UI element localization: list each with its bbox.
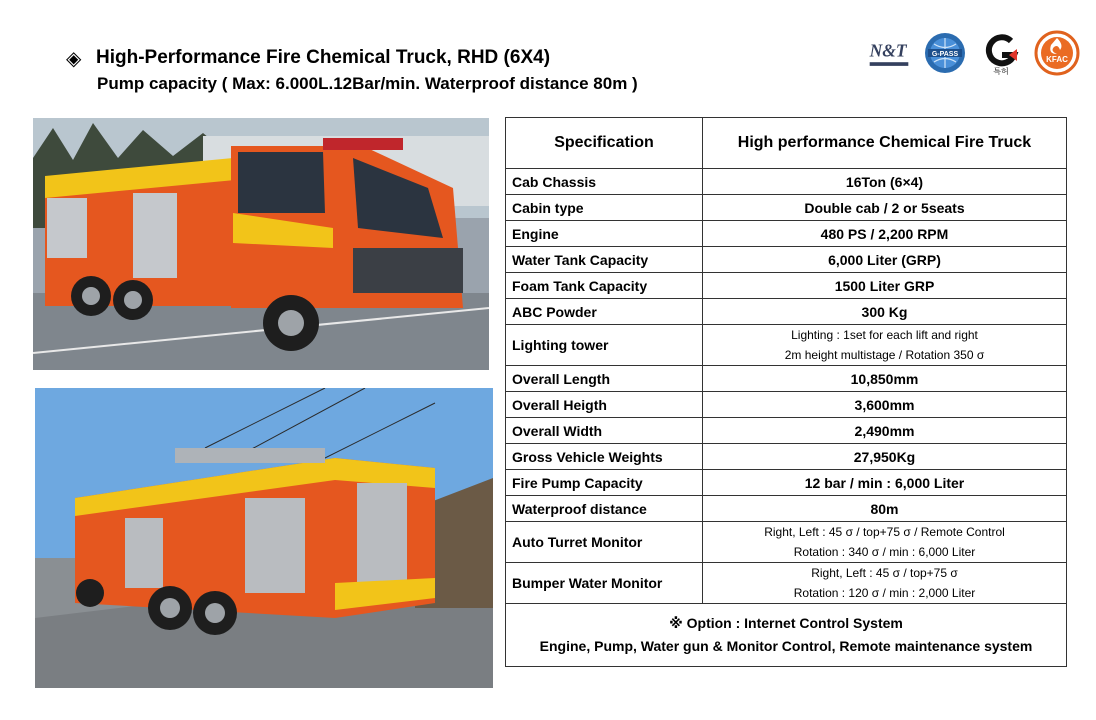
- spec-value: 2,490mm: [703, 418, 1067, 444]
- option-cell: [506, 604, 1067, 667]
- svg-text:G-PASS: G-PASS: [931, 51, 959, 58]
- table-row: [506, 195, 1067, 221]
- spec-key: Engine: [506, 221, 703, 247]
- table-row: [506, 169, 1067, 195]
- table-row: [506, 299, 1067, 325]
- spec-key: Bumper Water Monitor: [506, 563, 703, 604]
- spec-value-line: Rotation : 120 σ / min : 2,000 Liter: [793, 586, 976, 600]
- spec-value-line: Lighting : 1set for each lift and right: [791, 328, 978, 342]
- table-row: [506, 522, 1067, 563]
- table-row: [506, 418, 1067, 444]
- spec-key: Waterproof distance: [506, 496, 703, 522]
- spec-table: [505, 117, 1067, 667]
- option-text: Engine, Pump, Water gun & Monitor Control, Remote maintenance system: [539, 638, 1033, 654]
- spec-header-label: Specification: [506, 118, 703, 169]
- spec-value: 1500 Liter GRP: [703, 273, 1067, 299]
- spec-key: Water Tank Capacity: [506, 247, 703, 273]
- spec-key: Lighting tower: [506, 325, 703, 366]
- spec-value-line: Right, Left : 45 σ / top+75 σ: [811, 566, 958, 580]
- table-row: [506, 563, 1067, 604]
- spec-value: [703, 522, 1067, 563]
- page-subtitle: Pump capacity ( Max: 6.000L.12Bar/min. Waterproof distance 80m ): [97, 74, 638, 93]
- spec-value: 300 Kg: [703, 299, 1067, 325]
- page-title-text: High-Performance Fire Chemical Truck, RHD (6X4): [96, 47, 551, 68]
- spec-key: Overall Width: [506, 418, 703, 444]
- table-row: [506, 325, 1067, 366]
- option-title: ※ Option : Internet Control System: [669, 615, 903, 631]
- spec-value: 16Ton (6×4): [703, 169, 1067, 195]
- svg-text:KFAC: KFAC: [1046, 55, 1068, 64]
- spec-value: Double cab / 2 or 5seats: [703, 195, 1067, 221]
- svg-text:N&T: N&T: [869, 40, 907, 61]
- spec-value: [703, 325, 1067, 366]
- g-logo: [978, 30, 1024, 76]
- table-row: [506, 273, 1067, 299]
- spec-key: Overall Length: [506, 366, 703, 392]
- table-row: [506, 496, 1067, 522]
- nt-logo: [866, 30, 912, 76]
- title-block: [66, 44, 638, 94]
- gpass-logo: [922, 30, 968, 76]
- spec-value: 12 bar / min : 6,000 Liter: [703, 470, 1067, 496]
- spec-value: 10,850mm: [703, 366, 1067, 392]
- page-title: [66, 44, 638, 72]
- spec-value-line: Rotation : 340 σ / min : 6,000 Liter: [793, 545, 976, 559]
- spec-key: Foam Tank Capacity: [506, 273, 703, 299]
- spec-key: Cab Chassis: [506, 169, 703, 195]
- diamond-bullet-icon: ◈: [66, 47, 82, 70]
- table-row: [506, 221, 1067, 247]
- spec-key: ABC Powder: [506, 299, 703, 325]
- spec-value-line: Right, Left : 45 σ / top+75 σ / Remote Control: [764, 525, 1005, 539]
- spec-header-row: [506, 118, 1067, 169]
- svg-text:특허: 특허: [993, 67, 1009, 75]
- option-row: [506, 604, 1067, 667]
- spec-value: [703, 563, 1067, 604]
- spec-key: Gross Vehicle Weights: [506, 444, 703, 470]
- truck-rear-photo: [35, 388, 493, 688]
- spec-value: 3,600mm: [703, 392, 1067, 418]
- table-row: [506, 392, 1067, 418]
- spec-key: Cabin type: [506, 195, 703, 221]
- table-row: [506, 470, 1067, 496]
- spec-value: 480 PS / 2,200 RPM: [703, 221, 1067, 247]
- spec-key: Fire Pump Capacity: [506, 470, 703, 496]
- kfac-logo: [1034, 30, 1080, 76]
- spec-key: Overall Heigth: [506, 392, 703, 418]
- spec-value-line: 2m height multistage / Rotation 350 σ: [784, 348, 985, 362]
- table-row: [506, 366, 1067, 392]
- table-row: [506, 444, 1067, 470]
- spec-value: 6,000 Liter (GRP): [703, 247, 1067, 273]
- spec-value: 27,950Kg: [703, 444, 1067, 470]
- table-row: [506, 247, 1067, 273]
- certification-logos: [866, 30, 1080, 76]
- truck-front-photo: [33, 118, 489, 370]
- spec-value: 80m: [703, 496, 1067, 522]
- spec-key: Auto Turret Monitor: [506, 522, 703, 563]
- spec-header-value: High performance Chemical Fire Truck: [703, 118, 1067, 169]
